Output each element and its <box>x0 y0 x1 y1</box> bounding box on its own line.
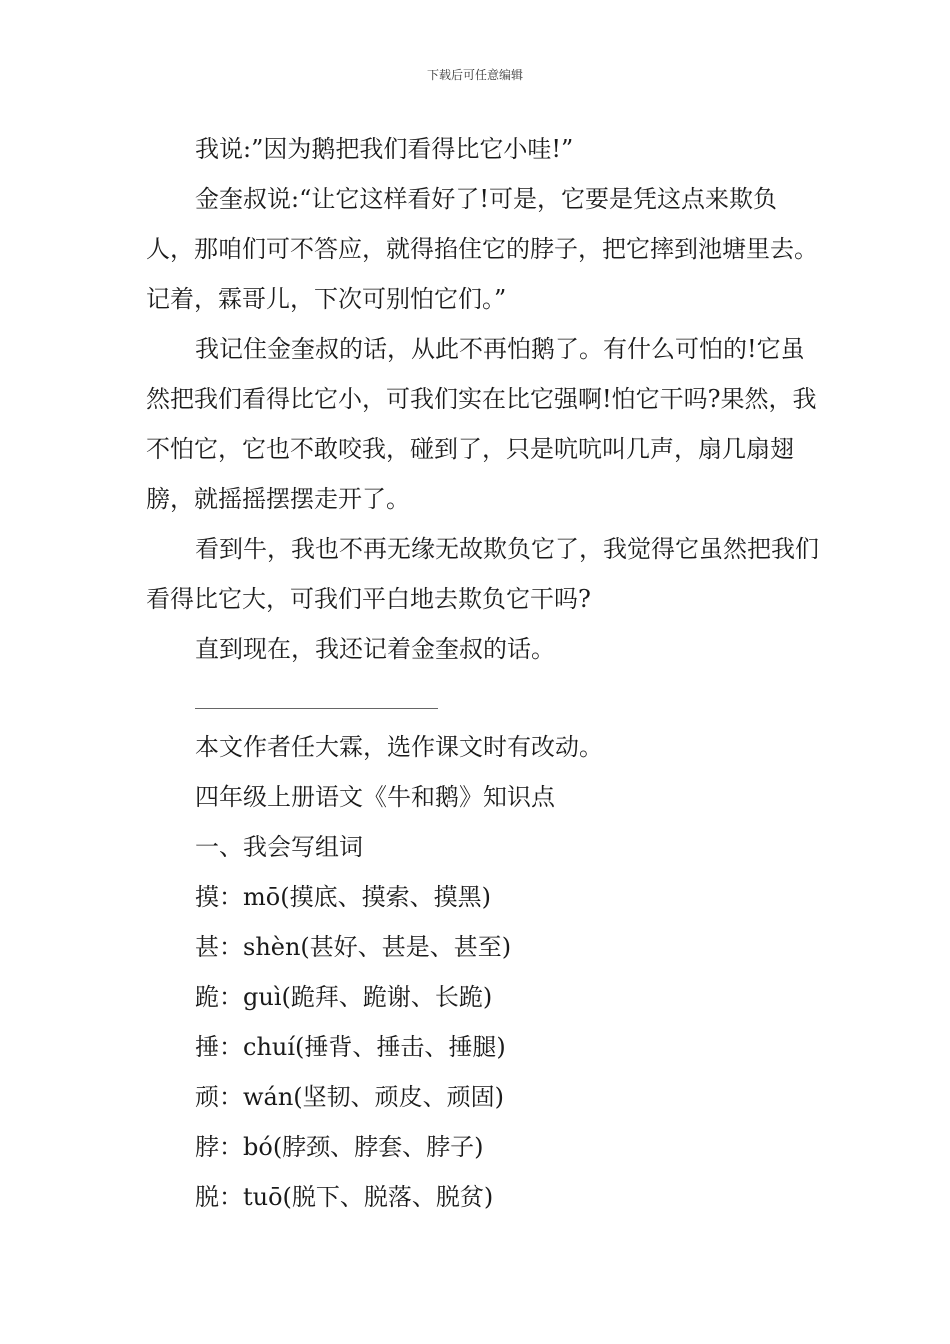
paragraph: 直到现在，我还记着金奎叔的话。 <box>195 635 555 663</box>
vocab-item <box>195 1022 822 1072</box>
vocab-char: 顽： <box>195 1083 243 1111</box>
story-body <box>146 124 822 674</box>
vocab-item <box>195 972 822 1022</box>
vocab-words: mō(摸底、摸索、摸黑) <box>243 883 491 911</box>
vocab-item <box>195 922 822 972</box>
section-heading: 一、我会写组词 <box>195 833 363 861</box>
footnote-divider <box>195 708 438 709</box>
vocab-words: chuí(捶背、捶击、捶腿) <box>243 1033 506 1061</box>
vocab-char: 脖： <box>195 1133 243 1161</box>
paragraph: 我说:”因为鹅把我们看得比它小哇!” <box>195 135 574 163</box>
paragraph: 金奎叔说:“让它这样看好了!可是，它要是凭这点来欺负人，那咱们可不答应，就得掐住它的脖子，把它摔到池塘里去。记着，霖哥儿，下次可别怕它们。” <box>146 185 818 313</box>
vocab-char: 捶： <box>195 1033 243 1061</box>
notes-section <box>195 722 822 1222</box>
vocab-words: wán(坚韧、顽皮、顽固) <box>243 1083 505 1111</box>
vocab-char: 甚： <box>195 933 243 961</box>
vocab-char: 跪： <box>195 983 243 1011</box>
paragraph: 我记住金奎叔的话，从此不再怕鹅了。有什么可怕的!它虽然把我们看得比它小，可我们实在比它强啊!怕它干吗?果然，我不怕它，它也不敢咬我，碰到了，只是吭吭叫几声，扇几扇翅膀，就摇摇摆摆走开了。 <box>146 335 817 513</box>
page-header: 下载后可任意编辑 <box>426 68 523 82</box>
vocab-words: guì(跪拜、跪谢、长跪) <box>243 983 493 1011</box>
knowledge-title: 四年级上册语文《牛和鹅》知识点 <box>195 783 555 811</box>
vocab-item <box>195 872 822 922</box>
vocab-item <box>195 1122 822 1172</box>
vocab-words: bó(脖颈、脖套、脖子) <box>243 1133 484 1161</box>
vocab-words: shèn(甚好、甚是、甚至) <box>243 933 512 961</box>
vocab-char: 脱： <box>195 1183 243 1211</box>
vocab-char: 摸： <box>195 883 243 911</box>
vocab-words: tuō(脱下、脱落、脱贫) <box>243 1183 494 1211</box>
paragraph: 看到牛，我也不再无缘无故欺负它了，我觉得它虽然把我们看得比它大，可我们平白地去欺负它干吗? <box>146 535 819 613</box>
vocab-item <box>195 1172 822 1222</box>
source-note: 本文作者任大霖，选作课文时有改动。 <box>195 733 603 761</box>
vocab-item <box>195 1072 822 1122</box>
